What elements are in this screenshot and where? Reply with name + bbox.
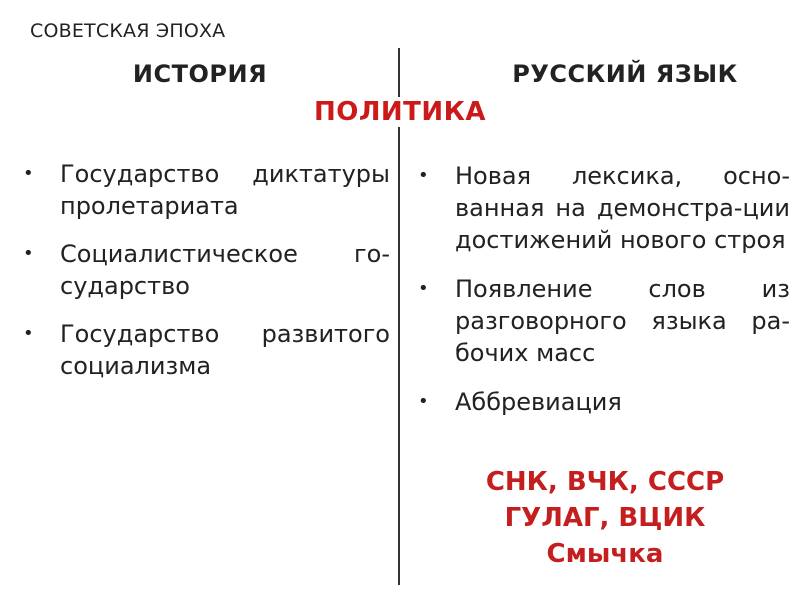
russian-language-heading: РУССКИЙ ЯЗЫК bbox=[512, 60, 738, 88]
language-item-text: Аббревиация bbox=[455, 388, 622, 416]
language-list bbox=[418, 160, 790, 435]
bullet-icon: • bbox=[418, 278, 429, 299]
bullet-icon: • bbox=[23, 243, 34, 264]
list-item bbox=[418, 386, 790, 418]
list-item bbox=[418, 273, 790, 369]
bullet-icon: • bbox=[418, 391, 429, 412]
history-heading: ИСТОРИЯ bbox=[132, 60, 268, 88]
bullet-icon: • bbox=[23, 323, 34, 344]
history-list bbox=[23, 158, 390, 398]
history-item-text: Социалистическое го-сударство bbox=[60, 240, 390, 300]
list-item bbox=[23, 238, 390, 302]
abbreviation-examples bbox=[445, 464, 765, 572]
language-item-text: Появление слов из разговорного языка ра-бочих масс bbox=[455, 275, 790, 367]
epoch-label: СОВЕТСКАЯ ЭПОХА bbox=[30, 20, 226, 42]
history-item-text: Государство диктатуры пролетариата bbox=[60, 160, 390, 220]
examples-line: Смычка bbox=[546, 539, 664, 569]
bullet-icon: • bbox=[23, 163, 34, 184]
list-item bbox=[23, 318, 390, 382]
examples-line: СНК, ВЧК, СССР bbox=[485, 467, 725, 497]
list-item bbox=[418, 160, 790, 256]
column-divider bbox=[398, 48, 400, 585]
examples-line: ГУЛАГ, ВЦИК bbox=[504, 503, 706, 533]
language-item-text: Новая лексика, осно-ванная на демонстра-ции достижений нового строя bbox=[455, 162, 790, 254]
politics-heading: ПОЛИТИКА bbox=[250, 97, 550, 127]
bullet-icon: • bbox=[418, 165, 429, 186]
list-item bbox=[23, 158, 390, 222]
history-item-text: Государство развитого социализма bbox=[60, 320, 390, 380]
